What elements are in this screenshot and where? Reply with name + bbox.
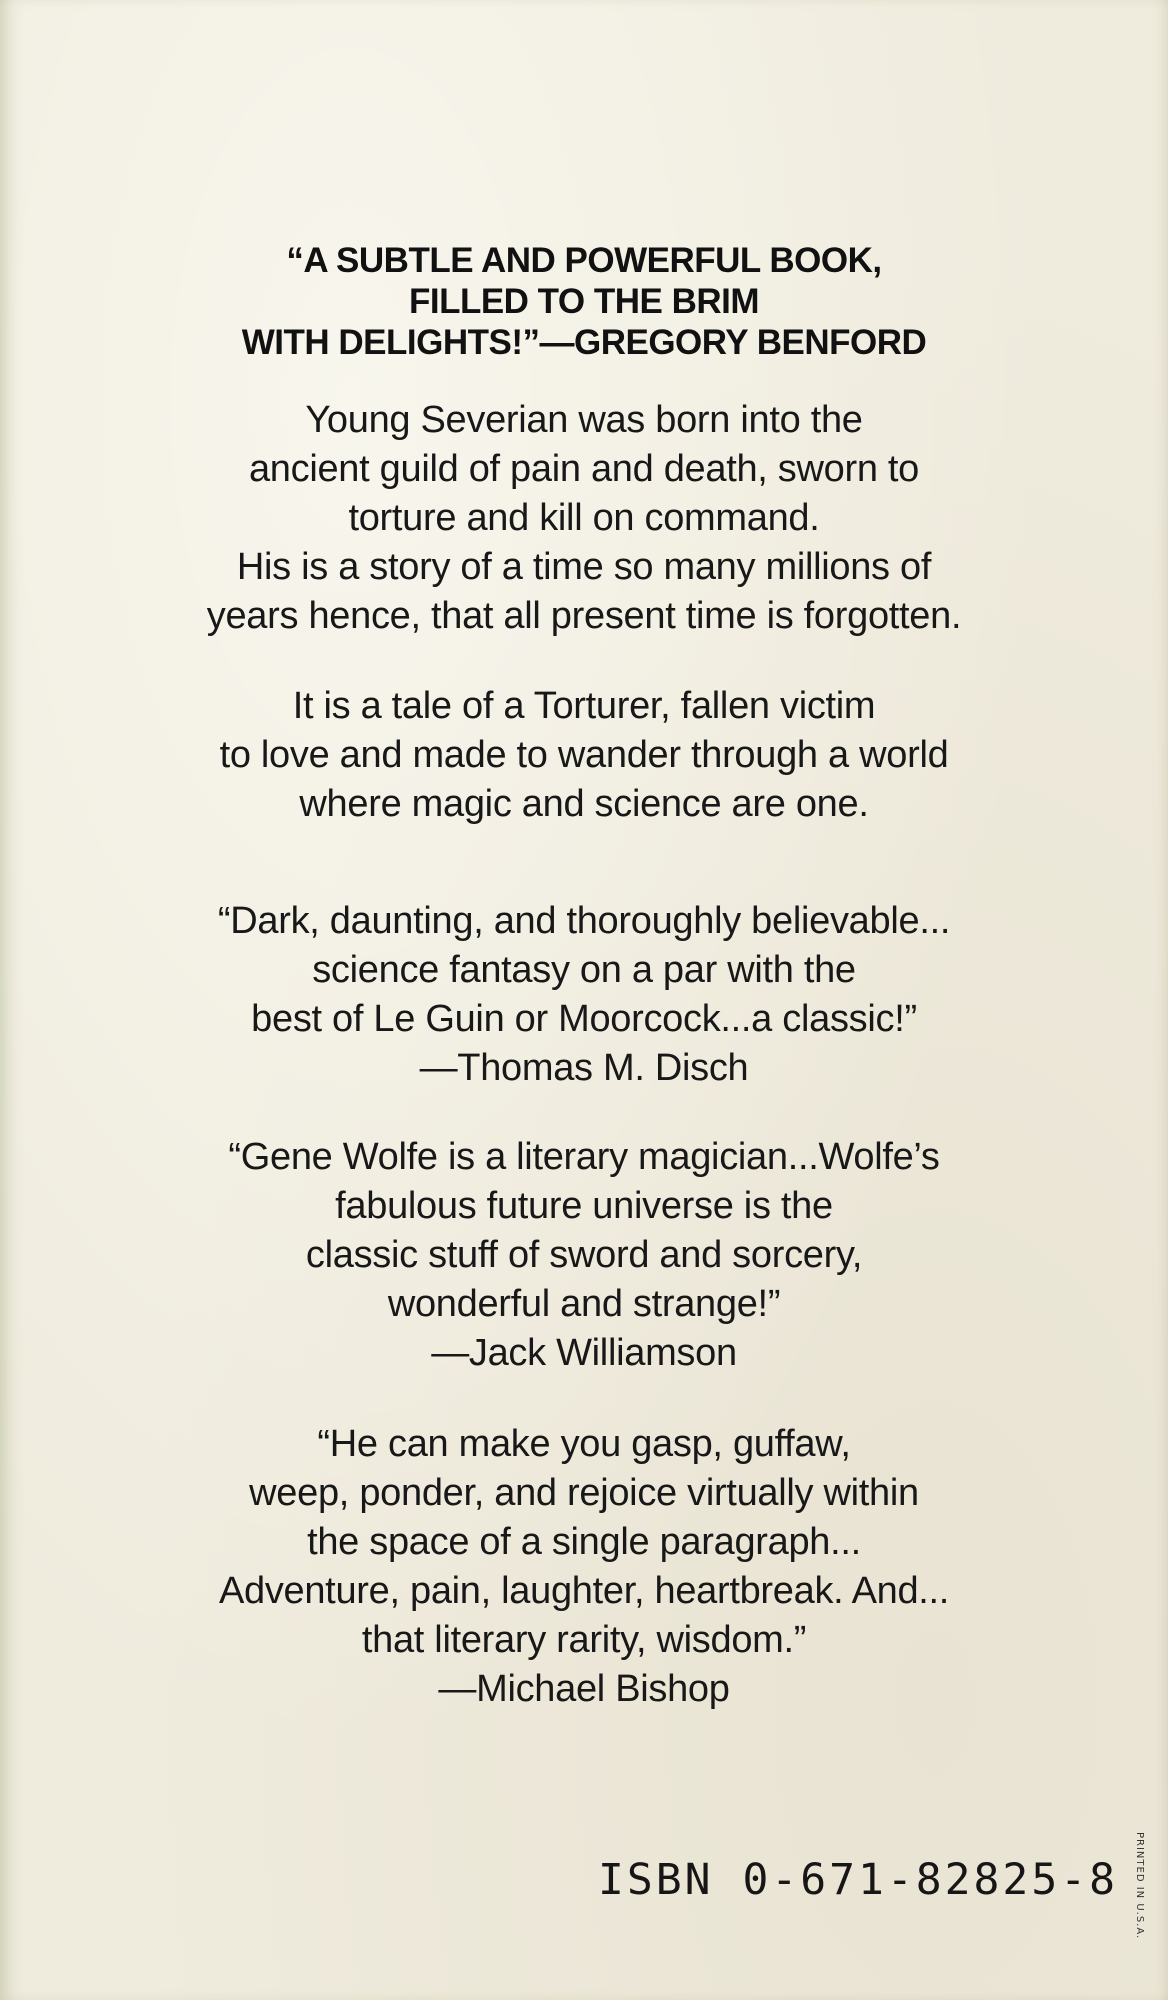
quote-line: the space of a single paragraph...: [307, 1521, 861, 1563]
description-line: torture and kill on command.: [348, 497, 820, 539]
quote-line: “He can make you gasp, guffaw,: [317, 1423, 851, 1465]
description-line: where magic and science are one.: [299, 783, 869, 825]
quote-attribution: —Michael Bishop: [438, 1668, 730, 1710]
quote-williamson: [0, 1133, 1168, 1378]
quote-line: that literary rarity, wisdom.”: [361, 1619, 807, 1661]
description-paragraph-1: [0, 396, 1168, 641]
quote-attribution: —Thomas M. Disch: [419, 1047, 749, 1089]
description-line: It is a tale of a Torturer, fallen victim: [292, 685, 876, 727]
description-paragraph-2: [0, 682, 1168, 829]
printed-in-usa-text: PRINTED IN U.S.A.: [1134, 1832, 1145, 1940]
quote-line: wonderful and strange!”: [387, 1283, 781, 1325]
quote-disch: [0, 897, 1168, 1093]
quote-line: Adventure, pain, laughter, heartbreak. And...: [218, 1570, 950, 1612]
printed-in-usa-note: [1134, 1832, 1146, 1960]
headline-blurb: [0, 240, 1168, 363]
quote-line: “Dark, daunting, and thoroughly believable...: [217, 900, 951, 942]
quote-bishop: [0, 1420, 1168, 1714]
description-line: His is a story of a time so many millions of: [236, 546, 932, 588]
headline-line: WITH DELIGHTS!”—GREGORY BENFORD: [241, 323, 927, 362]
headline-line: FILLED TO THE BRIM: [408, 282, 760, 321]
description-line: to love and made to wander through a world: [219, 734, 949, 776]
quote-line: best of Le Guin or Moorcock...a classic!”: [251, 998, 917, 1040]
quote-line: science fantasy on a par with the: [312, 949, 856, 991]
quote-line: weep, ponder, and rejoice virtually within: [249, 1472, 919, 1514]
description-line: ancient guild of pain and death, sworn to: [248, 448, 920, 490]
description-line: years hence, that all present time is forgotten.: [206, 595, 962, 637]
isbn-number: ISBN 0-671-82825-8: [598, 1855, 1118, 1905]
quote-line: classic stuff of sword and sorcery,: [305, 1234, 863, 1276]
quote-line: fabulous future universe is the: [335, 1185, 833, 1227]
quote-line: “Gene Wolfe is a literary magician...Wolfe’s: [228, 1136, 940, 1178]
quote-attribution: —Jack Williamson: [431, 1332, 737, 1374]
headline-line: “A SUBTLE AND POWERFUL BOOK,: [286, 241, 882, 280]
description-line: Young Severian was born into the: [305, 399, 863, 441]
